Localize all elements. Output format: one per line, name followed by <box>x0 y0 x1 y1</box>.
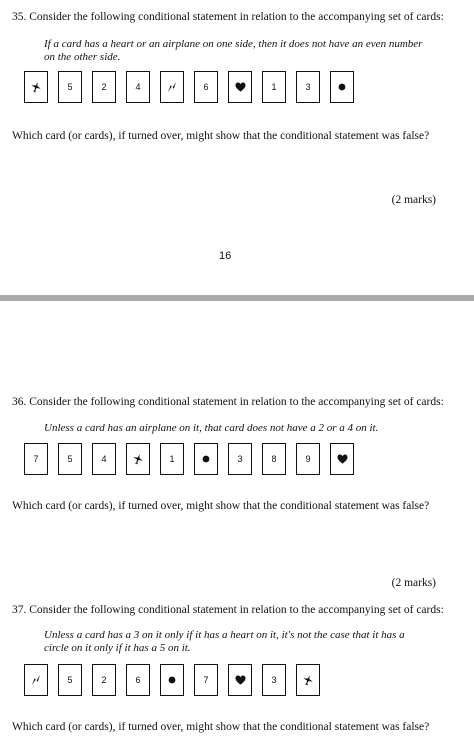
card <box>194 71 218 103</box>
card <box>24 71 48 103</box>
question-35-prompt: Which card (or cards), if turned over, might show that the conditional statement was false? <box>12 130 430 142</box>
circle-icon <box>338 83 346 91</box>
card <box>24 664 48 696</box>
card-label: 3 <box>237 454 243 464</box>
card-label: 2 <box>101 675 107 685</box>
card <box>194 664 218 696</box>
card <box>296 664 320 696</box>
question-37-card-row <box>24 664 320 696</box>
question-36-statement <box>44 422 464 435</box>
card <box>194 443 218 475</box>
card-label: 1 <box>169 454 175 464</box>
card-label: 3 <box>271 675 277 685</box>
airplane-icon <box>302 674 314 686</box>
question-35-card-row <box>24 71 354 103</box>
question-37-statement <box>44 629 464 655</box>
card-label: 3 <box>305 82 311 92</box>
question-35-statement <box>44 38 464 64</box>
card-label: 8 <box>271 454 277 464</box>
card <box>92 664 116 696</box>
card-label: 4 <box>101 454 107 464</box>
card-label: 5 <box>67 675 73 685</box>
circle-icon <box>168 676 176 684</box>
card-label: 5 <box>67 454 73 464</box>
statement-line: on the other side. <box>44 51 121 63</box>
card <box>262 71 286 103</box>
card <box>330 71 354 103</box>
card-label: 2 <box>101 82 107 92</box>
lightning-icon <box>166 81 178 93</box>
card <box>92 443 116 475</box>
card <box>126 664 150 696</box>
card-label: 1 <box>271 82 277 92</box>
question-37-heading: 37. Consider the following conditional statement in relation to the accompanying set of cards: <box>12 604 444 616</box>
card <box>160 664 184 696</box>
question-36-marks: (2 marks) <box>391 577 436 589</box>
lightning-icon <box>30 674 42 686</box>
card <box>92 71 116 103</box>
card <box>228 664 252 696</box>
circle-icon <box>202 455 210 463</box>
question-36-prompt: Which card (or cards), if turned over, might show that the conditional statement was false? <box>12 500 430 512</box>
card <box>330 443 354 475</box>
statement-line: circle on it only if it has a 5 on it. <box>44 642 191 654</box>
question-37-prompt: Which card (or cards), if turned over, might show that the conditional statement was false? <box>12 721 430 733</box>
statement-line: Unless a card has an airplane on it, that card does not have a 2 or a 4 on it. <box>44 422 379 434</box>
card <box>126 443 150 475</box>
card <box>160 443 184 475</box>
statement-line: If a card has a heart or an airplane on one side, then it does not have an even number <box>44 38 423 50</box>
card-label: 6 <box>135 675 141 685</box>
card <box>58 664 82 696</box>
statement-line: Unless a card has a 3 on it only if it has a heart on it, it's not the case that it has a <box>44 629 405 641</box>
heart-icon <box>235 82 246 92</box>
card-label: 5 <box>67 82 73 92</box>
card <box>228 71 252 103</box>
card-label: 9 <box>305 454 311 464</box>
page-number: 16 <box>219 250 232 262</box>
card-label: 7 <box>33 454 39 464</box>
card-label: 6 <box>203 82 209 92</box>
question-35-marks: (2 marks) <box>391 194 436 206</box>
question-36-heading: 36. Consider the following conditional statement in relation to the accompanying set of cards: <box>12 396 444 408</box>
card <box>296 71 320 103</box>
card <box>126 71 150 103</box>
heart-icon <box>235 675 246 685</box>
question-35-heading: 35. Consider the following conditional statement in relation to the accompanying set of cards: <box>12 11 444 23</box>
card <box>58 71 82 103</box>
card <box>262 664 286 696</box>
card <box>262 443 286 475</box>
card-label: 7 <box>203 675 209 685</box>
card <box>58 443 82 475</box>
airplane-icon <box>30 81 42 93</box>
card <box>296 443 320 475</box>
card-label: 4 <box>135 82 141 92</box>
heart-icon <box>337 454 348 464</box>
question-36-card-row <box>24 443 354 475</box>
card <box>160 71 184 103</box>
card <box>228 443 252 475</box>
page-separator <box>0 295 474 301</box>
card <box>24 443 48 475</box>
airplane-icon <box>132 453 144 465</box>
